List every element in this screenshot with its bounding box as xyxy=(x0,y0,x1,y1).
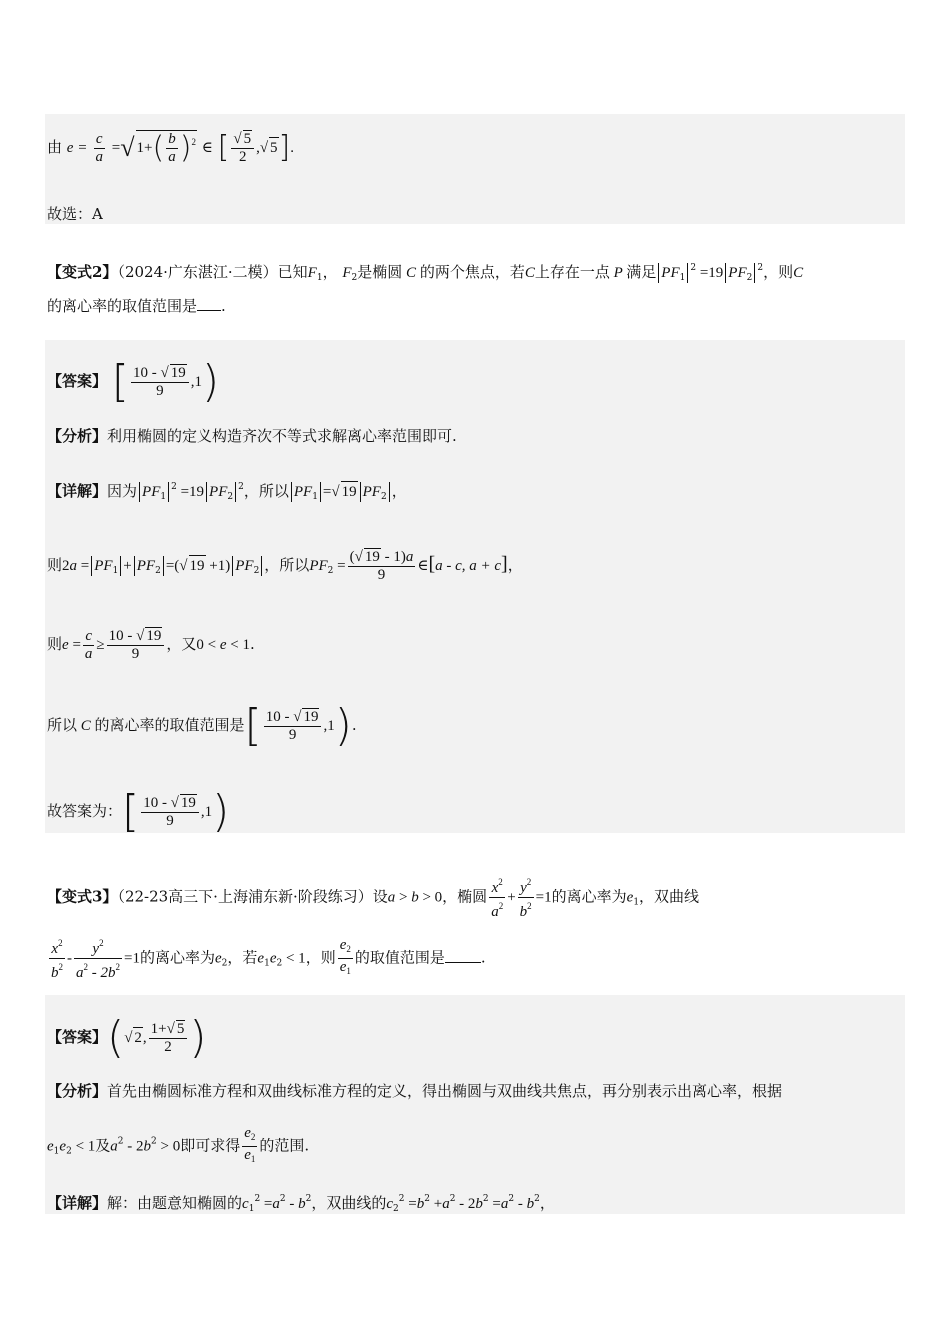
analysis-2: 【分析】利用椭圆的定义构造齐次不等式求解离心率范围即可. xyxy=(47,427,457,445)
variant-3-label: 【变式3】 xyxy=(47,887,118,906)
answer-2: 【答案】 [ $\frac{10 - √ 19}{9}$ ,1) xyxy=(47,356,220,407)
variant-3-question-line-2: $\frac{x^2}{b^2}$ - $\frac{y^2}{a^2 - 2b^2}$ =1的离心率为$e_2$，若$e_1e_2 < 1$，则 $\frac{e_2}{e_1}$ 的取值范围是 . xyxy=(51,937,486,981)
answer-3: 【答案】(√ 2, $\frac{1+√ 5}{2}$ ) xyxy=(47,1012,207,1063)
prev-line-1: 由 e = $\frac{c}{a}$ =√ 1+( $\frac{b}{a}$ )$^2$ ∈ [ $\frac{√ 5}{2}$ ,√ 5]. xyxy=(47,130,295,166)
variant-3-question: 【变式3】（22-23高三下·上海浦东新·阶段练习）设a > b > 0，椭圆 $\frac{x^2}{a^2}$ + $\frac{y^2}{b^2}$ =1的离心率为$e_1$，双曲线 xyxy=(47,874,699,921)
variant-2-label: 【变式2】 xyxy=(47,263,118,281)
detail-3-line-1: 【详解】解：由题意知椭圆的$c_1^2 =a^2 - b^2$，双曲线的$c_2^2 =b^2 +a^2 - 2b^2 =a^2 - b^2$， xyxy=(47,1194,555,1214)
analysis-3-line-2: $e_1e_2 < 1$及$a^2 - 2b^2 > 0$即可求得 $\frac{e_2}{e_1}$ 的范围. xyxy=(47,1125,310,1164)
detail-2-line-5: 故答案为：[ $\frac{10 - √ 19}{9}$ ,1) xyxy=(47,786,230,837)
detail-2-line-3: 则e = $\frac{c}{a}$ ≥ $\frac{10 - √ 19}{9}$ ，又0 < e < 1. xyxy=(47,627,255,662)
variant-2-question: 【变式2】（2024·广东湛江·二模）已知$F_1$， $F_2$是椭圆 C 的两个焦点，若C上存在一点 P 满足 $PF_1^2 =19$ $PF_2^2$，则C xyxy=(47,263,804,283)
variant-2-question-line-2: 的离心率的取值范围是 . xyxy=(47,297,226,315)
detail-2-line-4: 所以 C 的离心率的取值范围是[ $\frac{10 - √ 19}{9}$ ,1). xyxy=(47,700,357,751)
prev-line-2: 故选：A xyxy=(47,205,103,223)
analysis-3: 【分析】首先由椭圆标准方程和双曲线标准方程的定义，得出椭圆与双曲线共焦点，再分别表示出离心率，根据 xyxy=(47,1082,783,1100)
detail-2-line-1: 【详解】因为 $PF_1^2 =19$ $PF_2^2$，所以 $PF_1$ =√ 19 $PF_2$ ， xyxy=(47,482,407,502)
detail-2-line-2: 则$2a = PF_1 + PF_2$ =(√ 19 +1) $PF_2$ ，所以$PF_2$ = $\frac{(√ 19 - 1)a}{9}$ ∈[a - c, a + c]， xyxy=(47,549,523,583)
answer-block-2 xyxy=(45,340,905,837)
